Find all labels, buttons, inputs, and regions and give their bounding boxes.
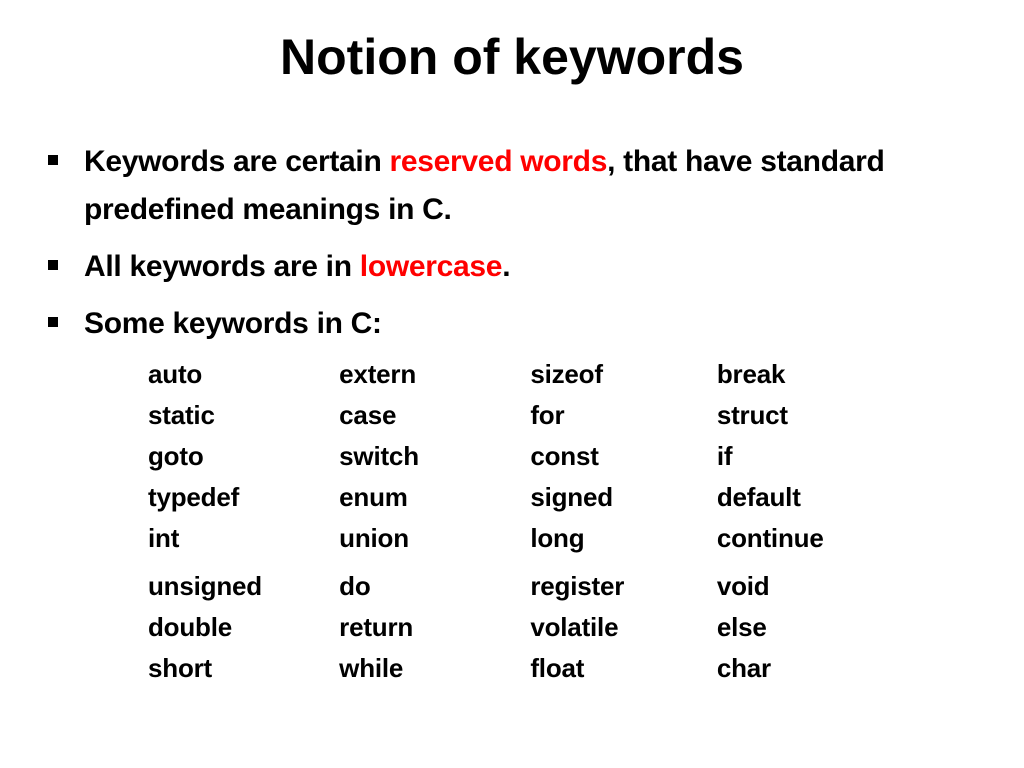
keyword-cell: float [530, 653, 585, 683]
keyword-group [148, 566, 908, 689]
keyword-cell: switch [339, 441, 419, 471]
keyword-row [148, 648, 908, 689]
keyword-cell: for [530, 400, 565, 430]
keyword-cell: const [530, 441, 599, 471]
keyword-group [148, 354, 908, 559]
keyword-cell: volatile [530, 612, 619, 642]
highlighted-term: lowercase [359, 250, 503, 283]
bullet-text-part: All keywords are in [84, 250, 360, 283]
keyword-cell: goto [148, 441, 204, 471]
keyword-cell: break [716, 359, 786, 389]
keyword-cell: union [339, 523, 409, 553]
keyword-cell: auto [148, 359, 203, 389]
keyword-cell: extern [339, 359, 417, 389]
bullet-item-lowercase [44, 243, 994, 291]
bullet-text [84, 250, 510, 283]
keyword-cell: unsigned [148, 571, 262, 601]
keyword-cell: while [339, 653, 404, 683]
keyword-cell: if [716, 441, 733, 471]
keyword-cell: static [148, 400, 215, 430]
bullet-text [84, 307, 382, 340]
keyword-cell: long [530, 523, 585, 553]
highlighted-term: reserved words [389, 145, 608, 178]
keyword-row [148, 395, 908, 436]
square-bullet-icon [48, 317, 58, 327]
bullet-text [84, 145, 885, 226]
keyword-cell: short [148, 653, 213, 683]
keyword-table [148, 354, 908, 689]
bullet-text-part: Some keywords in C: [84, 307, 382, 340]
keyword-cell: signed [530, 482, 613, 512]
keyword-cell: char [716, 653, 771, 683]
keyword-row [148, 436, 908, 477]
keyword-cell: void [716, 571, 770, 601]
keyword-cell: sizeof [530, 359, 603, 389]
bullet-item-some-keywords [44, 300, 994, 348]
keyword-cell: case [339, 400, 397, 430]
bullet-text-part: , that have standard predefined meanings in C. [84, 145, 885, 226]
keyword-row [148, 607, 908, 648]
bullet-item-reserved-words [44, 138, 994, 234]
keyword-cell: int [148, 523, 180, 553]
square-bullet-icon [48, 260, 58, 270]
keyword-cell: do [339, 571, 371, 601]
keyword-cell: continue [716, 523, 824, 553]
bullet-text-part: Keywords are certain [84, 145, 390, 178]
square-bullet-icon [48, 155, 58, 165]
keyword-cell: enum [339, 482, 408, 512]
keyword-row [148, 518, 908, 559]
keyword-cell: typedef [148, 482, 240, 512]
keyword-row [148, 477, 908, 518]
keyword-cell: register [530, 571, 625, 601]
bullet-text-part: . [502, 250, 511, 283]
keyword-cell: else [716, 612, 767, 642]
slide-title: Notion of keywords [280, 29, 744, 85]
keyword-row [148, 354, 908, 395]
keyword-row [148, 566, 908, 607]
keyword-cell: return [339, 612, 414, 642]
keyword-cell: struct [716, 400, 788, 430]
keyword-cell: double [148, 612, 233, 642]
bullet-list [44, 138, 994, 357]
keyword-cell: default [716, 482, 801, 512]
